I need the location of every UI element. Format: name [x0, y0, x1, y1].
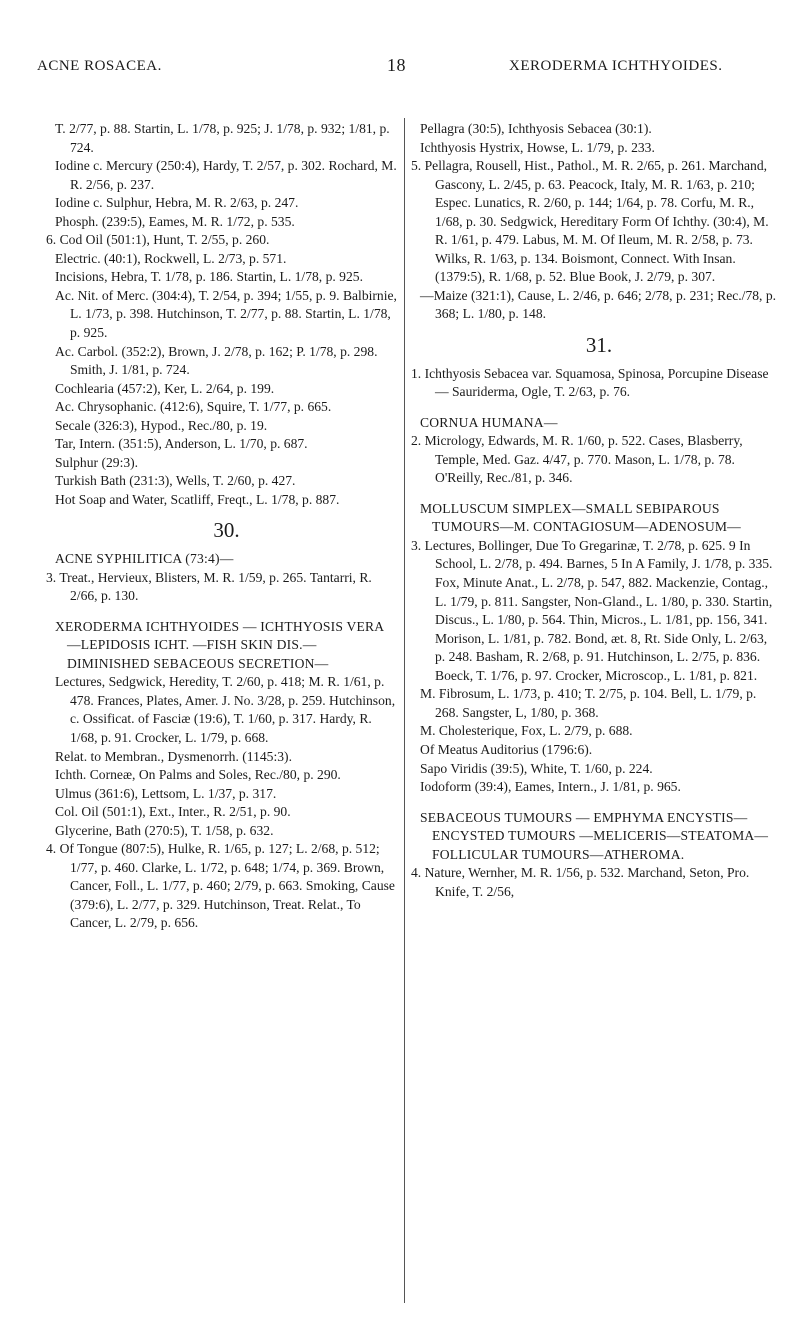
- entry: Relat. to Membran., Dysmenorrh. (1145:3).: [55, 748, 292, 764]
- entry: Iodoform (39:4), Eames, Intern., J. 1/81, p. 965.: [420, 779, 681, 795]
- entry: Ac. Carbol. (352:2), Brown, J. 2/78, p. 162; P. 1/78, p. 298. Smith, J. 1/81, p. 724.: [55, 343, 378, 378]
- right-column: [411, 120, 778, 901]
- entry: Tar, Intern. (351:5), Anderson, L. 1/70, p. 687.: [55, 436, 308, 452]
- entry: M. Cholesterique, Fox, L. 2/79, p. 688.: [420, 723, 633, 739]
- section-number: 31.: [585, 333, 613, 358]
- page-number: 18: [387, 55, 406, 75]
- entry: —Maize (321:1), Cause, L. 2/46, p. 646; 2/78, p. 231; Rec./78, p. 368; L. 1/80, p. 148.: [420, 287, 777, 322]
- column-rule: [404, 118, 405, 1303]
- numbered-entry: 4. Of Tongue (807:5), Hulke, R. 1/65, p. 127; L. 2/68, p. 512; 1/77, p. 460. Clarke, L. 1/72, p. 648; 1/74, p. 369. Brown, Cancer, Foll., L. 1/77, p. 460; 2/79, p. 663. Smoking, Cause (379:6), L. 2/77, p. 329. Hutchinson, Treat. Relat., To Cancer, L. 2/79, p. 656.: [46, 841, 395, 931]
- entry: Cochlearia (457:2), Ker, L. 2/64, p. 199.: [55, 380, 275, 396]
- entry: Secale (326:3), Hypod., Rec./80, p. 19.: [55, 417, 268, 433]
- entry: Hot Soap and Water, Scatliff, Freqt., L. 1/78, p. 887.: [55, 491, 340, 507]
- numbered-entry: 1. Ichthyosis Sebacea var. Squamosa, Spinosa, Porcupine Disease — Sauriderma, Ogle, T. 2/63, p. 76.: [411, 365, 769, 400]
- running-head-left: ACNE ROSACEA.: [37, 58, 162, 74]
- entry: Ac. Chrysophanic. (412:6), Squire, T. 1/77, p. 665.: [55, 399, 332, 415]
- entry: Turkish Bath (231:3), Wells, T. 2/60, p. 427.: [55, 473, 296, 489]
- numbered-entry: 6. Cod Oil (501:1), Hunt, T. 2/55, p. 260.: [46, 232, 270, 248]
- entry: M. Fibrosum, L. 1/73, p. 410; T. 2/75, p. 104. Bell, L. 1/79, p. 268. Sangster, L, 1/80, p. 368.: [420, 686, 757, 720]
- entry: Phosph. (239:5), Eames, M. R. 1/72, p. 535.: [55, 213, 295, 229]
- entry: Pellagra (30:5), Ichthyosis Sebacea (30:1).: [420, 121, 652, 136]
- entry: Glycerine, Bath (270:5), T. 1/58, p. 632.: [55, 822, 274, 838]
- entry: Of Meatus Auditorius (1796:6).: [420, 741, 593, 757]
- entry: Ulmus (361:6), Lettsom, L. 1/37, p. 317.: [55, 785, 277, 801]
- entry: Iodine c. Mercury (250:4), Hardy, T. 2/57, p. 302. Rochard, M. R. 2/56, p. 237.: [55, 158, 397, 192]
- entry: Col. Oil (501:1), Ext., Inter., R. 2/51, p. 90.: [55, 804, 291, 820]
- numbered-entry: 4. Nature, Wernher, M. R. 1/56, p. 532. Marchand, Seton, Pro. Knife, T. 2/56,: [411, 865, 750, 899]
- heading: CORNUA HUMANA—: [420, 414, 558, 430]
- entry: T. 2/77, p. 88. Startin, L. 1/78, p. 925; J. 1/78, p. 932; 1/81, p. 724.: [55, 121, 390, 155]
- entry: Sapo Viridis (39:5), White, T. 1/60, p. 224.: [420, 760, 653, 776]
- numbered-entry: 2. Micrology, Edwards, M. R. 1/60, p. 522. Cases, Blasberry, Temple, Med. Gaz. 4/47, p. 770. Mason, L. 1/78, p. 78. O'Reilly, Rec./81, p. 346.: [411, 433, 743, 486]
- entry: Ichth. Corneæ, On Palms and Soles, Rec./80, p. 290.: [55, 767, 341, 783]
- entry: Electric. (40:1), Rockwell, L. 2/73, p. 571.: [55, 250, 287, 266]
- running-head-right: XERODERMA ICHTHYOIDES.: [509, 58, 723, 74]
- numbered-entry: 5. Pellagra, Rousell, Hist., Pathol., M. R. 2/65, p. 261. Marchand, Gascony, L. 2/45, p. 63. Peacock, Italy, M. R. 1/63, p. 210; Espec. Lunatics, R. 2/60, p. 144; 1/64, p. 78. Corfu, M. R., 1/68, p. 30. Sedgwick, Hereditary Form Of Ichthy. (30:4), M. R. 1/61, p. 479. Labus, M. M. Of Ileum, M. R. 2/58, p. 73. Wilks, R. 1/63, p. 134. Boismont, Connect. With Insan. (1379:5), R. 1/68, p. 52. Blue Book, J. 2/79, p. 307.: [411, 158, 769, 285]
- heading: MOLLUSCUM SIMPLEX—SMALL SEBIPAROUS TUMOURS—M. CONTAGIOSUM—ADENOSUM—: [420, 500, 741, 535]
- heading: SEBACEOUS TUMOURS — EMPHYMA ENCYSTIS—ENCYSTED TUMOURS —MELICERIS—STEATOMA—FOLLICULAR TUMOURS—ATHEROMA.: [420, 809, 769, 862]
- entry: Lectures, Sedgwick, Heredity, T. 2/60, p. 418; M. R. 1/61, p. 478. Frances, Plates, Amer. J. No. 3/28, p. 259. Hutchinson, c. Ossificat. of Fasciæ (19:6), T. 1/60, p. 317. Hardy, R. 1/68, p. 91. Crocker, L. 1/79, p. 668.: [55, 674, 396, 745]
- numbered-entry: 3. Lectures, Bollinger, Due To Gregarinæ, T. 2/78, p. 625. 9 In School, L. 2/78, p. 494. Barnes, 5 In A Family, J. 1/78, p. 335. Fox, Minute Anat., L. 2/78, p. 547, 882. Mackenzie, Contag., L. 1/79, p. 811. Sangster, Non-Gland., L. 1/80, p. 330. Startin, Discus., L. 1/80, p. 564. Thin, Micros., L. 1/81, pp. 156, 341. Morison, L. 1/81, p. 782. Bond, æt. 8, Rt. Side Only, L. 2/63, p. 248. Basham, R. 2/68, p. 91. Hutchinson, L. 2/75, p. 836. Boeck, T. 1/76, p. 97. Crocker, Microscop., L. 1/81, p. 821.: [411, 537, 773, 683]
- entry: Iodine c. Sulphur, Hebra, M. R. 2/63, p. 247.: [55, 195, 299, 211]
- heading: XERODERMA ICHTHYOIDES — ICHTHYOSIS VERA—LEPIDOSIS ICHT. —FISH SKIN DIS.—DIMINISHED SEBACEOUS SECRETION—: [55, 618, 385, 671]
- entry: Ac. Nit. of Merc. (304:4), T. 2/54, p. 394; 1/55, p. 9. Balbirnie, L. 1/73, p. 398. Hutchinson, T. 2/77, p. 88. Startin, L. 1/78, p. 925.: [55, 287, 397, 341]
- entry: Ichthyosis Hystrix, Howse, L. 1/79, p. 233.: [420, 139, 655, 155]
- section-number: 30.: [213, 518, 240, 543]
- heading: ACNE SYPHILITICA (73:4)—: [55, 551, 234, 567]
- left-column: [46, 120, 398, 933]
- numbered-entry: 3. Treat., Hervieux, Blisters, M. R. 1/59, p. 265. Tantarri, R. 2/66, p. 130.: [46, 569, 372, 604]
- entry: Incisions, Hebra, T. 1/78, p. 186. Startin, L. 1/78, p. 925.: [55, 269, 363, 285]
- entry: Sulphur (29:3).: [55, 454, 139, 470]
